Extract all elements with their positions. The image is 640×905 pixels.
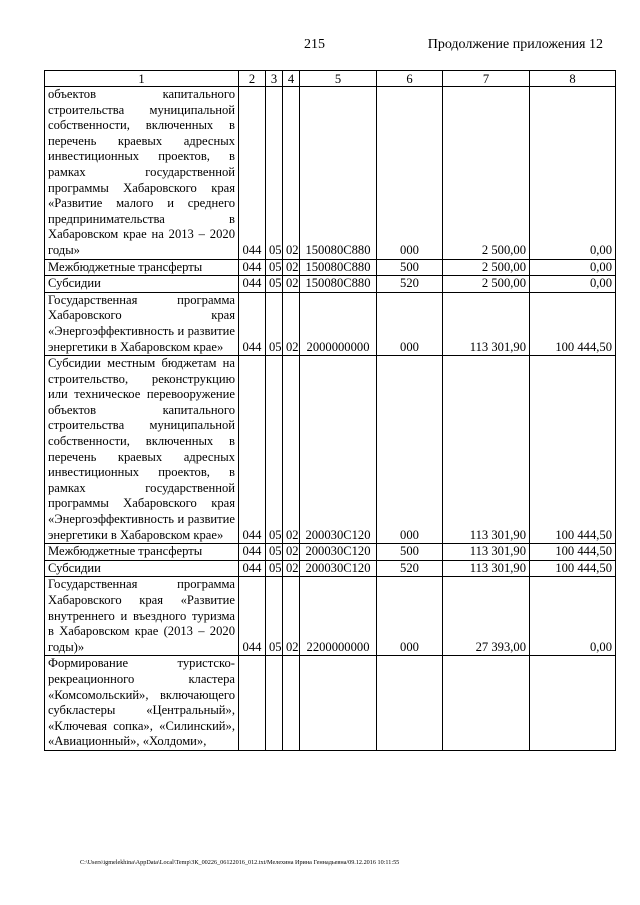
row-amount-2018-cell	[530, 656, 616, 751]
row-amount-2017-cell: 113 301,90	[443, 560, 530, 577]
row-amount-2017-cell: 113 301,90	[443, 292, 530, 355]
table-row	[45, 560, 616, 577]
table-row	[45, 577, 616, 656]
row-section-cell: 05	[266, 356, 283, 544]
row-subsection-cell: 02	[283, 560, 300, 577]
row-target-article-cell: 150080С880	[300, 276, 377, 293]
row-name-cell: Субсидии	[45, 276, 239, 293]
table-row	[45, 276, 616, 293]
row-amount-2018-cell: 0,00	[530, 87, 616, 260]
budget-table	[44, 70, 616, 751]
continuation-caption: Продолжение приложения 12	[427, 37, 603, 52]
row-admin-code-cell: 044	[239, 292, 266, 355]
row-amount-2018-cell: 0,00	[530, 577, 616, 656]
column-header: 2	[239, 71, 266, 87]
row-expense-type-cell: 000	[377, 292, 443, 355]
row-target-article-cell: 2200000000	[300, 577, 377, 656]
row-subsection-cell: 02	[283, 544, 300, 561]
row-admin-code-cell: 044	[239, 544, 266, 561]
row-subsection-cell: 02	[283, 259, 300, 276]
row-amount-2017-cell: 2 500,00	[443, 87, 530, 260]
row-amount-2018-cell: 100 444,50	[530, 544, 616, 561]
column-header: 6	[377, 71, 443, 87]
row-name-cell: Субсидии	[45, 560, 239, 577]
row-name-cell: Государственная программа Хабаровского края «Развитие внутреннего и въездного туризма в Хабаровском крае (2013 – 2020 годы)»	[45, 577, 239, 656]
row-admin-code-cell: 044	[239, 560, 266, 577]
row-subsection-cell: 02	[283, 87, 300, 260]
row-target-article-cell: 200030С120	[300, 356, 377, 544]
row-target-article-cell: 200030С120	[300, 544, 377, 561]
column-header: 4	[283, 71, 300, 87]
row-expense-type-cell	[377, 656, 443, 751]
page-number: 215	[304, 37, 325, 52]
row-amount-2018-cell: 100 444,50	[530, 560, 616, 577]
table-row	[45, 544, 616, 561]
row-expense-type-cell: 520	[377, 560, 443, 577]
row-admin-code-cell	[239, 656, 266, 751]
row-admin-code-cell: 044	[239, 356, 266, 544]
row-subsection-cell: 02	[283, 276, 300, 293]
column-header: 8	[530, 71, 616, 87]
row-expense-type-cell: 000	[377, 87, 443, 260]
row-amount-2018-cell: 0,00	[530, 276, 616, 293]
row-section-cell: 05	[266, 292, 283, 355]
column-header: 5	[300, 71, 377, 87]
column-number-row	[45, 71, 616, 87]
row-subsection-cell: 02	[283, 292, 300, 355]
row-amount-2017-cell	[443, 656, 530, 751]
row-amount-2017-cell: 27 393,00	[443, 577, 530, 656]
row-name-cell: Формирование туристско-рекреационного кластера «Комсомольский», включающего субкластеры «Центральный», «Ключевая сопка», «Силинский», «Авиационный», «Холдоми»,	[45, 656, 239, 751]
column-header: 1	[45, 71, 239, 87]
row-amount-2018-cell: 100 444,50	[530, 356, 616, 544]
row-section-cell: 05	[266, 577, 283, 656]
table-row	[45, 292, 616, 355]
row-section-cell: 05	[266, 560, 283, 577]
table-row	[45, 259, 616, 276]
row-target-article-cell: 2000000000	[300, 292, 377, 355]
row-target-article-cell	[300, 656, 377, 751]
row-subsection-cell: 02	[283, 356, 300, 544]
row-name-cell: Межбюджетные трансферты	[45, 544, 239, 561]
row-target-article-cell: 150080С880	[300, 259, 377, 276]
row-amount-2017-cell: 2 500,00	[443, 259, 530, 276]
row-name-cell: Субсидии местным бюджетам на строительство, реконструкцию или техническое перевооружение объектов капитального строительства муниципальной собственности, включенных в перечень краевых адресных инвестиционных проектов, в рамках государственной программы Хабаровского края «Энергоэффективность и развитие энергетики в Хабаровском крае»	[45, 356, 239, 544]
row-section-cell	[266, 656, 283, 751]
row-expense-type-cell: 000	[377, 356, 443, 544]
row-section-cell: 05	[266, 87, 283, 260]
row-amount-2017-cell: 113 301,90	[443, 356, 530, 544]
row-section-cell: 05	[266, 544, 283, 561]
row-expense-type-cell: 000	[377, 577, 443, 656]
row-target-article-cell: 200030С120	[300, 560, 377, 577]
column-header: 3	[266, 71, 283, 87]
row-amount-2018-cell: 0,00	[530, 259, 616, 276]
row-expense-type-cell: 520	[377, 276, 443, 293]
row-name-cell: Межбюджетные трансферты	[45, 259, 239, 276]
table-row	[45, 87, 616, 260]
row-admin-code-cell: 044	[239, 276, 266, 293]
row-admin-code-cell: 044	[239, 577, 266, 656]
row-section-cell: 05	[266, 276, 283, 293]
row-amount-2018-cell: 100 444,50	[530, 292, 616, 355]
row-section-cell: 05	[266, 259, 283, 276]
table-body	[45, 87, 616, 751]
row-admin-code-cell: 044	[239, 87, 266, 260]
row-subsection-cell: 02	[283, 577, 300, 656]
row-name-cell: объектов капитального строительства муниципальной собственности, включенных в перечень краевых адресных инвестиционных проектов, в рамках государственной программы Хабаровского края «Развитие малого и среднего предпринимательства в Хабаровском крае на 2013 – 2020 годы»	[45, 87, 239, 260]
table-row	[45, 656, 616, 751]
row-expense-type-cell: 500	[377, 544, 443, 561]
footer-file-path: C:\Users\igmelekhina\AppData\Local\Temp\ЗК_00226_06122016_012.txt/Мелехина Ирина Геннадьевна/09.12.2016 10:11:55	[80, 859, 400, 866]
row-amount-2017-cell: 2 500,00	[443, 276, 530, 293]
row-admin-code-cell: 044	[239, 259, 266, 276]
row-name-cell: Государственная программа Хабаровского края «Энергоэффективность и развитие энергетики в Хабаровском крае»	[45, 292, 239, 355]
row-amount-2017-cell: 113 301,90	[443, 544, 530, 561]
row-expense-type-cell: 500	[377, 259, 443, 276]
table-row	[45, 356, 616, 544]
column-header: 7	[443, 71, 530, 87]
row-target-article-cell: 150080С880	[300, 87, 377, 260]
row-subsection-cell	[283, 656, 300, 751]
